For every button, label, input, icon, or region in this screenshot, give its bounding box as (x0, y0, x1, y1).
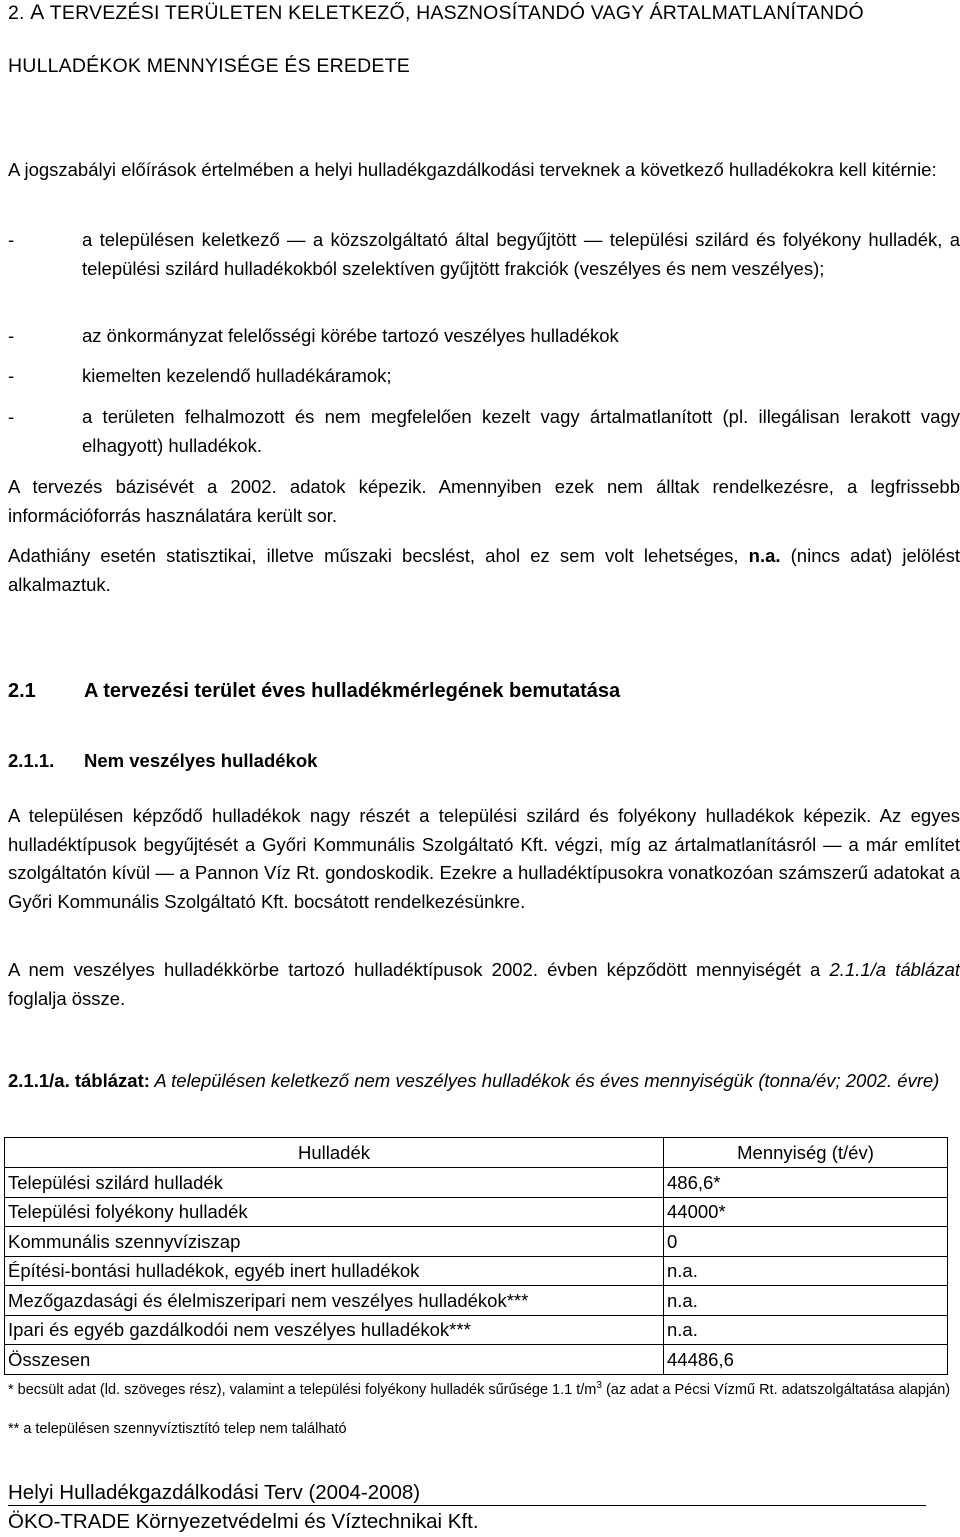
missing-data-paragraph (8, 542, 960, 599)
intro-paragraph: A jogszabályi előírások értelmében a helyi hulladékgazdálkodási terveknek a következő hulladékokra kell kitérnie: (8, 159, 937, 180)
table-cell-waste: Ipari és egyéb gazdálkodói nem veszélyes hulladékok*** (5, 1315, 664, 1345)
table-row (5, 1256, 948, 1286)
footer-title: Helyi Hulladékgazdálkodási Terv (2004-2008) (8, 1481, 421, 1504)
section-title: A tervezési terület éves hulladékmérlegének bemutatása (84, 680, 621, 702)
list-item (8, 403, 960, 461)
table-cell-waste: Települési folyékony hulladék (5, 1197, 664, 1227)
footnote-text: (az adat a Pécsi Vízmű Rt. adatszolgáltatása alapján) (601, 1381, 951, 1398)
section-2-1-heading (8, 677, 620, 705)
waste-table (4, 1137, 948, 1375)
table-caption-label: 2.1.1/a. táblázat: (8, 1070, 150, 1091)
paragraph-text: Adathiány esetén statisztikai, illetve műszaki becslést, ahol ez sem volt lehetséges, (8, 545, 749, 566)
list-item (8, 322, 960, 351)
list-dash: - (8, 365, 15, 386)
list-dash: - (8, 406, 15, 427)
section-title: Nem veszélyes hulladékok (84, 750, 318, 771)
section-number: 2.1 (8, 680, 36, 702)
table-cell-waste: Települési szilárd hulladék (5, 1168, 664, 1198)
list-item-text: kiemelten kezelendő hulladékáramok; (82, 365, 392, 386)
collection-paragraph: A településen képződő hulladékok nagy részét a települési szilárd és folyékony hulladékok képezik. Az egyes hulladéktípusok begyűjtését a Győri Kommunális Szolgáltató Kft. végzi, míg az ártalmatlanításról — a már említet szolgáltatón kívül — a Pannon Víz Rt. gondoskodik. Ezekre a hulladéktípusokra vonatkozóan számszerű adatokat a Győri Kommunális Szolgáltató Kft. bocsátott rendelkezésünkre. (8, 805, 960, 912)
table-cell-amount: 44000* (664, 1197, 948, 1227)
section-2-1-1-heading (8, 747, 317, 775)
list-dash: - (8, 229, 15, 250)
list-item (8, 362, 960, 391)
table-caption (8, 1067, 960, 1096)
table-caption-text: A településen keletkező nem veszélyes hulladékok és éves mennyiségük (tonna/év; 2002. évre) (149, 1070, 940, 1091)
paragraph-text: (nincs adat) jelölést alkalmaztuk. (8, 545, 960, 595)
list-dash: - (8, 325, 15, 346)
table-reference-paragraph (8, 956, 960, 1013)
table-cell-amount: 486,6* (664, 1168, 948, 1198)
paragraph-text: foglalja össze. (8, 987, 126, 1009)
table-cell-amount: 0 (664, 1227, 948, 1257)
list-item-text: a területen felhalmozott és nem megfelelően kezelt vagy ártalmatlanított (pl. illegálisan lerakott vagy elhagyott) hulladékok. (82, 406, 960, 456)
footer-divider (8, 1505, 926, 1506)
table-header-row (5, 1138, 948, 1168)
table-cell-waste: Építési-bontási hulladékok, egyéb inert hulladékok (5, 1256, 664, 1286)
table-header-cell: Hulladék (5, 1138, 664, 1168)
table-cell-waste: Kommunális szennyvíziszap (5, 1227, 664, 1257)
main-heading-line1 (8, 0, 864, 26)
footnote-text: * becsült adat (ld. szöveges rész), valamint a települési folyékony hulladék sűrűsége 1.1 t/m (8, 1381, 597, 1398)
heading-number: 2. (8, 2, 31, 24)
table-cell-waste: Mezőgazdasági és élelmiszeripari nem veszélyes hulladékok*** (5, 1286, 664, 1316)
table-reference: 2.1.1/a táblázat (829, 959, 960, 980)
heading-text: TERVEZÉSI TERÜLETEN KELETKEZŐ, HASZNOSÍTANDÓ VAGY ÁRTALMATLANÍTANDÓ (44, 2, 864, 24)
table-row (5, 1286, 948, 1316)
list-item-text: az önkormányzat felelősségi körébe tartozó veszélyes hulladékok (82, 325, 619, 346)
table-cell-amount: n.a. (664, 1256, 948, 1286)
footnote-2: ** a településen szennyvíztisztító telep nem található (8, 1421, 347, 1437)
table-row (5, 1168, 948, 1198)
superscript: 3 (596, 1380, 602, 1391)
list-item-text: a településen keletkező — a közszolgáltató által begyűjtött — települési szilárd és folyékony hulladék, a települési szilárd hulladékokból szelektíven gyűjtött frakciók (veszélyes és nem veszélyes); (82, 229, 960, 279)
footnote-1 (8, 1375, 960, 1401)
footer-company: ÖKO-TRADE Környezetvédelmi és Víztechnikai Kft. (8, 1510, 479, 1533)
list-item (8, 226, 960, 312)
table-total-label: Összesen (5, 1345, 664, 1375)
na-marker: n.a. (748, 545, 781, 566)
paragraph-text: A nem veszélyes hulladékkörbe tartozó hulladéktípusok 2002. évben képződött mennyiségét a (8, 959, 830, 980)
table-total-row (5, 1345, 948, 1375)
table-row (5, 1227, 948, 1257)
table-total-value: 44486,6 (664, 1345, 948, 1375)
section-number: 2.1.1. (8, 750, 55, 771)
table-row (5, 1315, 948, 1345)
table-cell-amount: n.a. (664, 1315, 948, 1345)
heading-initial: A (30, 1, 45, 24)
base-year-paragraph: A tervezés bázisévét a 2002. adatok képezik. Amennyiben ezek nem álltak rendelkezésre, a legfrissebb információforrás használatára került sor. (8, 476, 960, 526)
main-heading-line2: HULLADÉKOK MENNYISÉGE ÉS EREDETE (8, 55, 410, 77)
table-cell-amount: n.a. (664, 1286, 948, 1316)
table-row (5, 1197, 948, 1227)
table-header-cell: Mennyiség (t/év) (664, 1138, 948, 1168)
